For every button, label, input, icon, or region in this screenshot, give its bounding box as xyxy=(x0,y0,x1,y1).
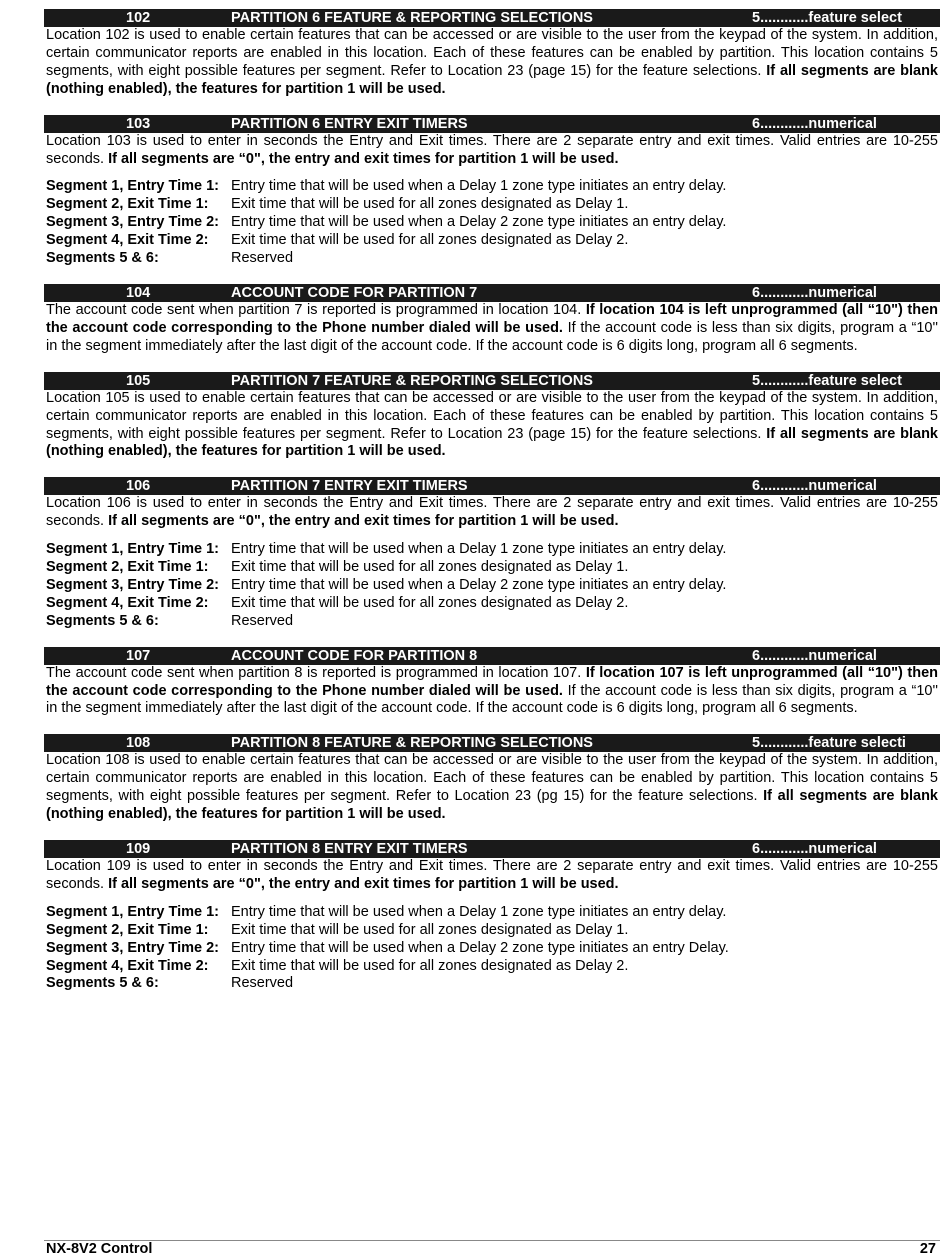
section-description xyxy=(46,665,938,719)
segment-row xyxy=(46,613,940,631)
segments-info: 5............feature select xyxy=(752,10,902,26)
segment-description: Entry time that will be used when a Delay 1 zone type initiates an entry delay. xyxy=(231,541,727,558)
body-text: Location 102 is used to enable certain features that can be accessed or are visible to the user from the keypad of the system. In addition, certain communicator reports are enabled in this location. Each of these features can be enabled by partition. This location contains 5 segments, with eight possible features per segment. Refer to Location 23 (page 15) for the feature selections. xyxy=(46,27,938,79)
segment-row xyxy=(46,232,940,250)
segment-label: Segment 2, Exit Time 1: xyxy=(46,196,209,213)
segment-row xyxy=(46,541,940,559)
segment-row xyxy=(46,595,940,613)
segment-row xyxy=(46,577,940,595)
section-description xyxy=(46,390,938,462)
section-title: ACCOUNT CODE FOR PARTITION 7 xyxy=(231,284,478,301)
section-title: PARTITION 6 FEATURE & REPORTING SELECTIONS xyxy=(231,10,593,26)
segment-description: Exit time that will be used for all zones designated as Delay 1. xyxy=(231,196,629,213)
location-section xyxy=(44,840,940,993)
segment-description: Exit time that will be used for all zones designated as Delay 1. xyxy=(231,559,629,576)
segment-description: Reserved xyxy=(231,975,294,992)
segment-row xyxy=(46,559,940,577)
segment-description: Exit time that will be used for all zones designated as Delay 1. xyxy=(231,921,629,938)
segment-list xyxy=(44,178,940,268)
location-number: 106 xyxy=(126,478,151,495)
emphasis-text: If location 107 is left unprogrammed (all “10") then the account code corresponding to the Phone number dialed will be used. xyxy=(46,664,938,699)
location-number: 104 xyxy=(126,284,151,301)
section-header-bar xyxy=(44,9,940,27)
location-number: 107 xyxy=(126,647,151,664)
section-header-bar xyxy=(44,115,940,133)
segment-description: Exit time that will be used for all zones designated as Delay 2. xyxy=(231,232,629,249)
emphasis-text: If all segments are “0", the entry and exit times for partition 1 will be used. xyxy=(108,875,619,892)
segment-description: Entry time that will be used when a Delay 1 zone type initiates an entry delay. xyxy=(231,178,727,195)
segment-row xyxy=(46,958,940,976)
body-text: If the account code is less than six digits, program a “10'' in the segment immediately after the last digit of the account code. If the account code is 6 digits long, program all 6 segments. xyxy=(46,319,938,354)
segment-row xyxy=(46,975,940,993)
segment-label: Segments 5 & 6: xyxy=(46,250,159,267)
segment-description: Exit time that will be used for all zones designated as Delay 2. xyxy=(231,594,629,611)
body-text: The account code sent when partition 7 is reported is programmed in location 104. xyxy=(46,301,586,318)
segment-description: Entry time that will be used when a Delay 2 zone type initiates an entry Delay. xyxy=(231,939,729,956)
emphasis-text: If all segments are “0", the entry and exit times for partition 1 will be used. xyxy=(108,513,619,530)
segments-info: 6............numerical xyxy=(752,478,877,495)
segment-description: Entry time that will be used when a Delay 1 zone type initiates an entry delay. xyxy=(231,903,727,920)
segments-info: 5............feature select xyxy=(752,372,902,389)
location-section xyxy=(44,372,940,462)
segment-list xyxy=(44,904,940,994)
section-title: PARTITION 8 FEATURE & REPORTING SELECTIONS xyxy=(231,735,593,752)
segments-info: 6............numerical xyxy=(752,841,877,857)
segments-info: 5............feature selecti xyxy=(752,735,906,752)
segment-row xyxy=(46,196,940,214)
segment-description: Exit time that will be used for all zones designated as Delay 2. xyxy=(231,957,629,974)
location-section xyxy=(44,284,940,356)
section-header-bar xyxy=(44,734,940,752)
segment-row xyxy=(46,178,940,196)
body-text: Location 109 is used to enter in seconds the Entry and Exit times. There are 2 separate entry and exit times. Valid entries are 10-255 seconds. xyxy=(46,858,938,892)
segment-label: Segment 3, Entry Time 2: xyxy=(46,214,219,231)
segment-label: Segment 1, Entry Time 1: xyxy=(46,903,219,920)
body-text: Location 103 is used to enter in seconds the Entry and Exit times. There are 2 separate entry and exit times. Valid entries are 10-255 seconds. xyxy=(46,132,938,167)
section-title: PARTITION 6 ENTRY EXIT TIMERS xyxy=(231,115,468,132)
segment-label: Segment 3, Entry Time 2: xyxy=(46,576,219,593)
segment-description: Reserved xyxy=(231,612,294,629)
section-description xyxy=(46,302,938,356)
segment-label: Segment 4, Exit Time 2: xyxy=(46,232,209,249)
location-section xyxy=(44,477,940,630)
segment-row xyxy=(46,214,940,232)
location-number: 105 xyxy=(126,372,151,389)
body-text: The account code sent when partition 8 is reported is programmed in location 107. xyxy=(46,664,586,681)
page-number: 27 xyxy=(919,1241,936,1257)
location-section xyxy=(44,647,940,719)
body-text: Location 108 is used to enable certain features that can be accessed or are visible to the user from the keypad of the system. In addition, certain communicator reports are enabled in this location. Each of these features can be enabled by partition. This location contains 5 segments, with eight possible features per segment. Refer to Location 23 (pg 15) for the feature selections. xyxy=(46,752,938,805)
section-title: ACCOUNT CODE FOR PARTITION 8 xyxy=(231,647,478,664)
location-section xyxy=(44,115,940,268)
body-text: If the account code is less than six digits, program a “10'' in the segment immediately after the last digit of the account code. If the account code is 6 digits long, program all 6 segments. xyxy=(46,682,938,717)
location-number: 108 xyxy=(126,735,151,752)
segment-row xyxy=(46,250,940,268)
location-section xyxy=(44,734,940,824)
segment-row xyxy=(46,940,940,958)
body-text: Location 105 is used to enable certain features that can be accessed or are visible to the user from the keypad of the system. In addition, certain communicator reports are enabled in this location. Each of these features can be enabled by partition. This location contains 5 segments, with eight possible features per segment. Refer to Location 23 (page 15) for the feature selections. xyxy=(46,389,938,442)
segment-row xyxy=(46,922,940,940)
segment-label: Segment 1, Entry Time 1: xyxy=(46,541,219,558)
footer-product-name: NX-8V2 Control xyxy=(46,1241,153,1257)
segment-label: Segment 3, Entry Time 2: xyxy=(46,939,219,956)
segment-description: Entry time that will be used when a Delay 2 zone type initiates an entry delay. xyxy=(231,214,727,231)
emphasis-text: If all segments are “0", the entry and exit times for partition 1 will be used. xyxy=(108,150,619,167)
emphasis-text: If location 104 is left unprogrammed (all “10") then the account code corresponding to the Phone number dialed will be used. xyxy=(46,301,938,336)
emphasis-text: If all segments are blank (nothing enabled), the features for partition 1 will be used. xyxy=(46,788,938,823)
emphasis-text: If all segments are blank (nothing enabled), the features for partition 1 will be used. xyxy=(46,62,938,97)
body-text: Location 106 is used to enter in seconds the Entry and Exit times. There are 2 separate entry and exit times. Valid entries are 10-255 seconds. xyxy=(46,495,938,530)
section-description xyxy=(46,495,938,531)
location-section xyxy=(44,9,940,99)
segment-description: Reserved xyxy=(231,250,294,267)
section-description xyxy=(46,27,938,99)
segment-label: Segment 4, Exit Time 2: xyxy=(46,594,209,611)
segment-row xyxy=(46,904,940,922)
segment-list xyxy=(44,541,940,631)
segment-label: Segments 5 & 6: xyxy=(46,975,159,992)
section-description xyxy=(46,133,938,169)
section-title: PARTITION 8 ENTRY EXIT TIMERS xyxy=(231,841,468,857)
section-title: PARTITION 7 ENTRY EXIT TIMERS xyxy=(231,478,468,495)
emphasis-text: If all segments are blank (nothing enabled), the features for partition 1 will be used. xyxy=(46,425,938,460)
section-title: PARTITION 7 FEATURE & REPORTING SELECTIONS xyxy=(231,372,593,389)
document-body xyxy=(44,9,940,1009)
section-header-bar xyxy=(44,372,940,390)
segments-info: 6............numerical xyxy=(752,115,877,132)
location-number: 109 xyxy=(126,841,151,857)
segments-info: 6............numerical xyxy=(752,284,877,301)
section-description xyxy=(46,858,938,894)
section-header-bar xyxy=(44,840,940,858)
section-header-bar xyxy=(44,477,940,495)
segment-description: Entry time that will be used when a Delay 2 zone type initiates an entry delay. xyxy=(231,576,727,593)
segment-label: Segment 2, Exit Time 1: xyxy=(46,559,209,576)
segment-label: Segment 2, Exit Time 1: xyxy=(46,921,209,938)
segment-label: Segments 5 & 6: xyxy=(46,612,159,629)
segment-label: Segment 4, Exit Time 2: xyxy=(46,957,209,974)
section-description xyxy=(46,752,938,824)
segments-info: 6............numerical xyxy=(752,647,877,664)
location-number: 103 xyxy=(126,115,151,132)
footer-rule xyxy=(44,1240,940,1241)
section-header-bar xyxy=(44,284,940,302)
segment-label: Segment 1, Entry Time 1: xyxy=(46,178,219,195)
section-header-bar xyxy=(44,647,940,665)
location-number: 102 xyxy=(126,10,151,26)
